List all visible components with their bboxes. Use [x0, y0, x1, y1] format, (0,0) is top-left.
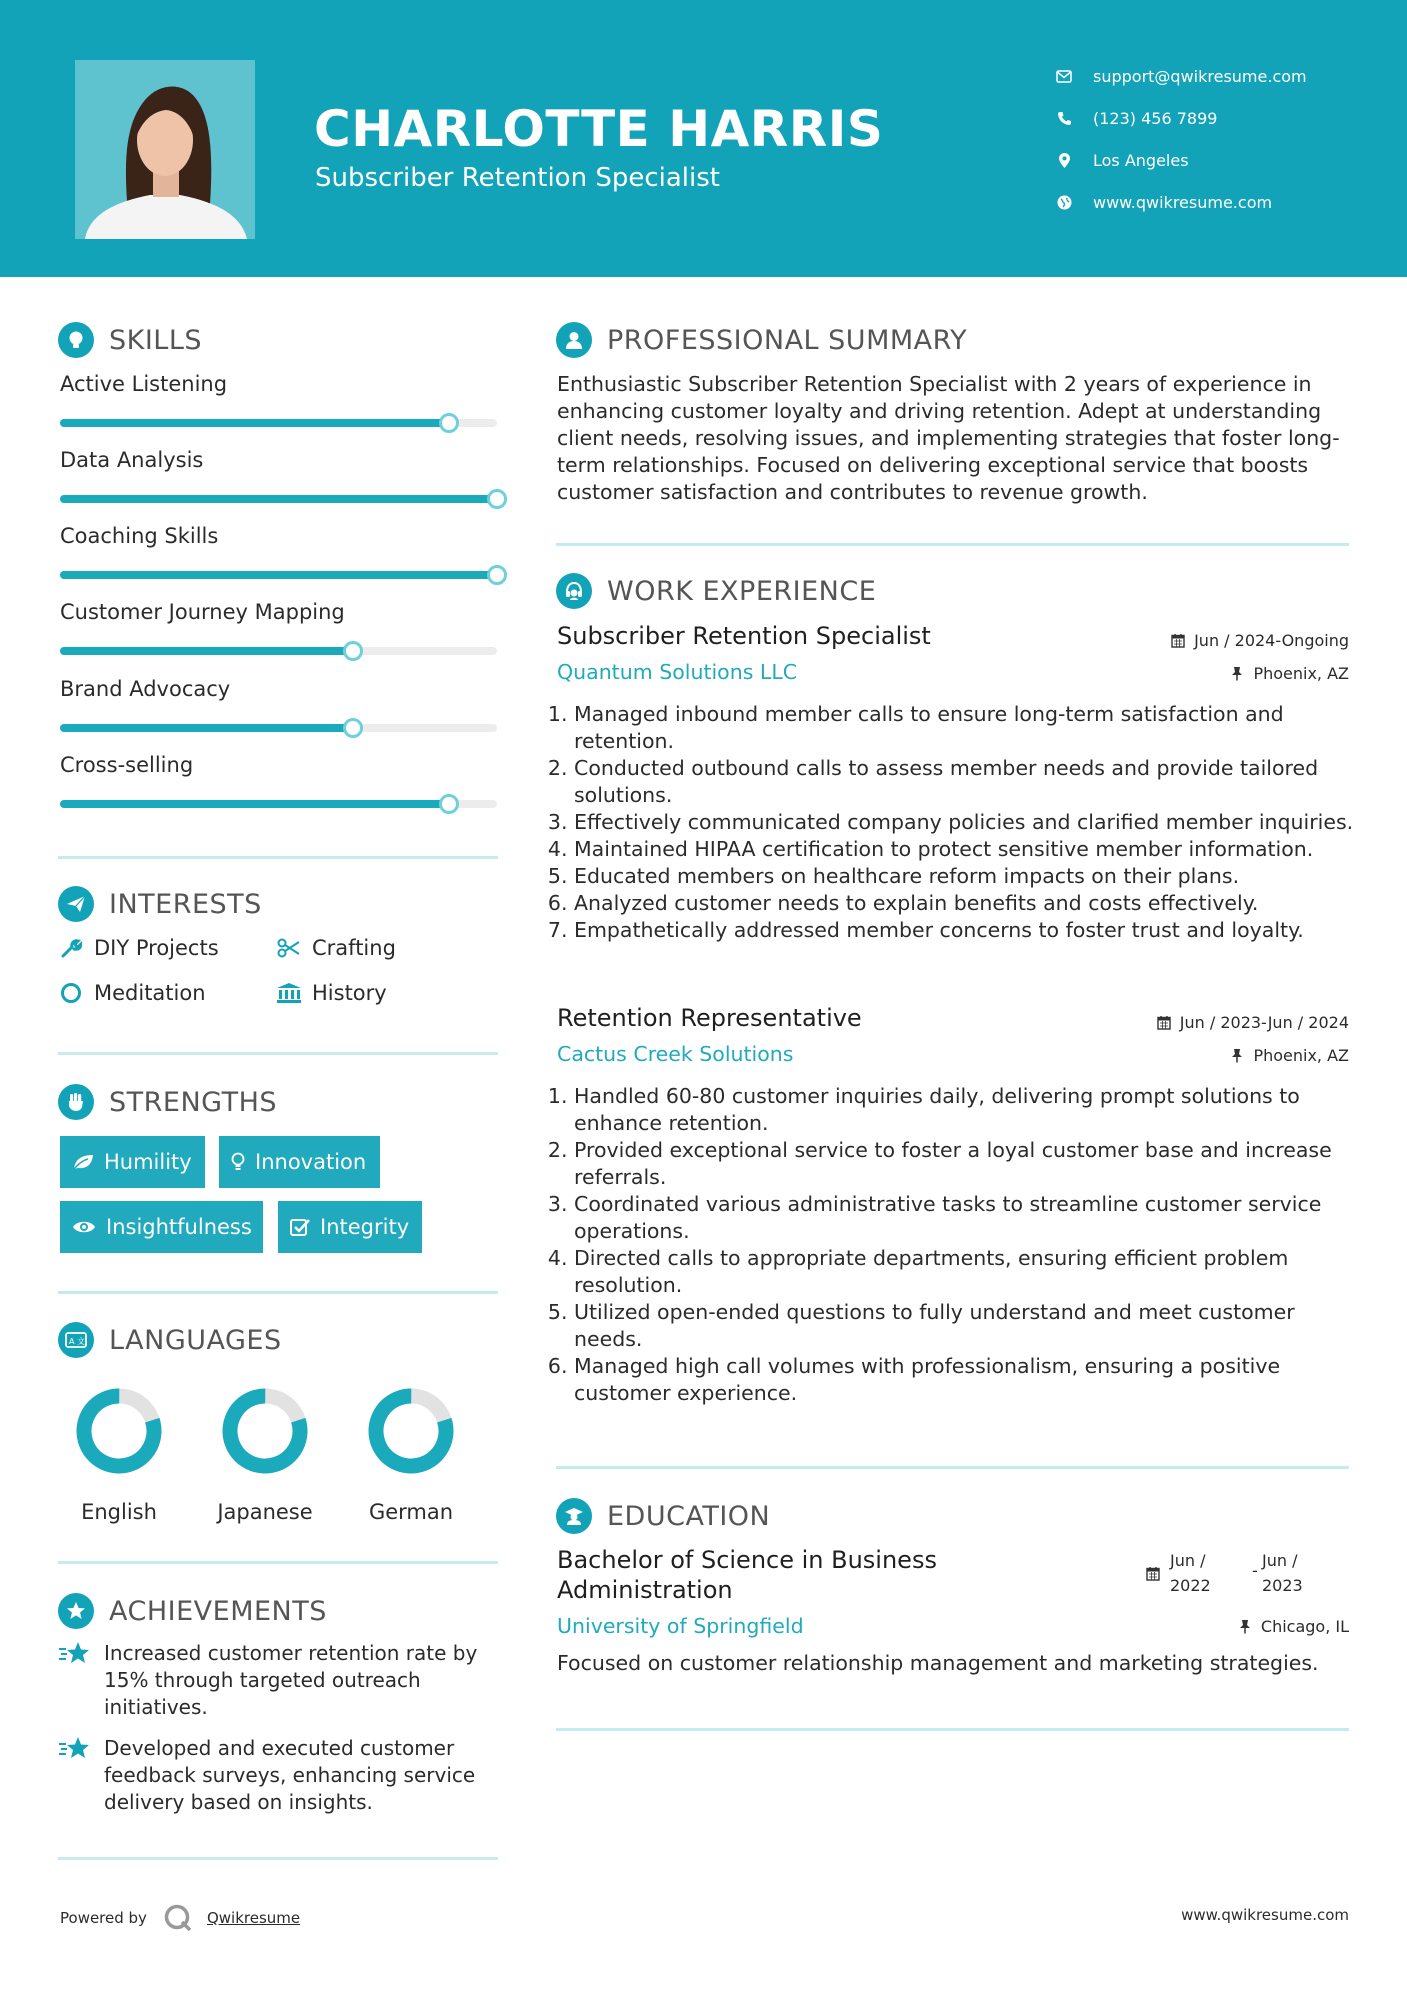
- education-start-month: Jun /: [1170, 1551, 1206, 1570]
- language-icon: [58, 1322, 94, 1358]
- education-title: EDUCATION: [607, 1500, 771, 1532]
- job-bullet: 7. Empathetically addressed member concerns to foster trust and loyalty.: [574, 917, 1356, 944]
- leaf-icon: [72, 1151, 94, 1173]
- map-marker-icon: [1055, 151, 1073, 169]
- skill-item: [60, 677, 497, 701]
- contact-phone-text: (123) 456 7899: [1093, 108, 1218, 128]
- strength-tag: [278, 1201, 422, 1253]
- job-location-text: Phoenix, AZ: [1253, 664, 1349, 683]
- job-bullet: 2. Provided exceptional service to foster a loyal customer base and increase referrals.: [574, 1137, 1356, 1191]
- strengths-heading: [58, 1084, 277, 1120]
- candidate-role: Subscriber Retention Specialist: [315, 163, 720, 193]
- strength-label: Innovation: [255, 1150, 367, 1174]
- language-ring-fill: [221, 1387, 309, 1475]
- education-heading: [556, 1498, 770, 1534]
- section-divider: [556, 1466, 1349, 1469]
- company-name: Cactus Creek Solutions: [557, 1042, 794, 1066]
- shooting-star-icon: [58, 1640, 92, 1670]
- interest-item: [58, 936, 219, 960]
- strength-label: Insightfulness: [106, 1215, 252, 1239]
- job-location: [1229, 664, 1349, 683]
- experience-title: WORK EXPERIENCE: [607, 575, 877, 607]
- language-ring: [74, 1386, 164, 1476]
- language-ring-fill: [367, 1387, 455, 1475]
- contact-location: [1055, 139, 1307, 181]
- user-icon: [556, 322, 592, 358]
- company-name: Quantum Solutions LLC: [557, 660, 798, 684]
- language-item: [59, 1386, 179, 1524]
- skill-name: Cross-selling: [60, 753, 194, 777]
- section-divider: [556, 543, 1349, 546]
- language-ring: [220, 1386, 310, 1476]
- skill-name: Data Analysis: [60, 448, 204, 472]
- skill-item: [60, 372, 497, 396]
- globe-icon: [1055, 193, 1073, 211]
- skill-fill: [60, 800, 449, 808]
- qwikresume-logo-icon: [163, 1903, 193, 1933]
- language-item: [351, 1386, 471, 1524]
- education-location-text: Chicago, IL: [1260, 1617, 1349, 1636]
- calendar-icon: [1146, 1563, 1162, 1579]
- skill-track: [60, 571, 497, 579]
- language-ring-fill: [75, 1387, 163, 1475]
- calendar-icon: [1170, 633, 1186, 649]
- skills-heading: [58, 322, 202, 358]
- job-bullet: 4. Directed calls to appropriate departments, ensuring efficient problem resolution.: [574, 1245, 1356, 1299]
- skill-fill: [60, 724, 353, 732]
- education-start: [1170, 1548, 1252, 1598]
- skills-title: SKILLS: [109, 324, 203, 356]
- skill-fill: [60, 495, 497, 503]
- strength-tag: [60, 1201, 263, 1253]
- skill-name: Coaching Skills: [60, 524, 219, 548]
- skill-item: [60, 600, 497, 624]
- section-divider: [58, 1561, 498, 1564]
- achievements-title: ACHIEVEMENTS: [109, 1595, 327, 1627]
- skill-fill: [60, 419, 449, 427]
- envelope-icon: [1055, 67, 1073, 85]
- job-dates-text: Jun / 2024-Ongoing: [1194, 631, 1349, 650]
- achievement-text: Increased customer retention rate by 15% through targeted outreach initiatives.: [104, 1641, 478, 1719]
- museum-icon: [276, 981, 302, 1005]
- achievement-text: Developed and executed customer feedback surveys, enhancing service delivery based on insights.: [104, 1736, 476, 1814]
- school-name: University of Springfield: [557, 1614, 804, 1638]
- powered-by-label: Powered by: [60, 1909, 147, 1927]
- strength-label: Integrity: [320, 1215, 410, 1239]
- education-description: Focused on customer relationship management and marketing strategies.: [557, 1651, 1319, 1675]
- job-bullet: 1. Handled 60-80 customer inquiries daily, delivering prompt solutions to enhance retention.: [574, 1083, 1356, 1137]
- footer-url[interactable]: www.qwikresume.com: [1181, 1906, 1349, 1924]
- job-bullet: 3. Effectively communicated company policies and clarified member inquiries.: [574, 809, 1356, 836]
- contact-phone[interactable]: [1055, 97, 1307, 139]
- job-bullet: 4. Maintained HIPAA certification to protect sensitive member information.: [574, 836, 1356, 863]
- job-location-text: Phoenix, AZ: [1253, 1046, 1349, 1065]
- education-dates: [1146, 1548, 1303, 1598]
- pushpin-icon: [1237, 1619, 1253, 1635]
- strength-tag: [219, 1136, 380, 1188]
- skill-knob: [343, 641, 363, 661]
- skill-track: [60, 800, 497, 808]
- skill-track: [60, 724, 497, 732]
- interests-heading: [58, 886, 262, 922]
- fist-icon: [58, 1084, 94, 1120]
- contact-email-text: support@qwikresume.com: [1093, 66, 1307, 86]
- headset-icon: [556, 573, 592, 609]
- star-badge-icon: [58, 1593, 94, 1629]
- paper-plane-icon: [58, 886, 94, 922]
- job-dates: [1156, 1013, 1349, 1032]
- job-dates-text: Jun / 2023-Jun / 2024: [1179, 1013, 1349, 1032]
- contact-list: [1055, 55, 1307, 223]
- contact-website-text: www.qwikresume.com: [1093, 192, 1273, 212]
- svg-text:文: 文: [77, 1337, 86, 1346]
- skill-knob: [487, 489, 507, 509]
- job-title: Subscriber Retention Specialist: [557, 622, 931, 650]
- languages-title: LANGUAGES: [109, 1324, 282, 1356]
- interest-label: History: [312, 981, 387, 1005]
- skill-track: [60, 419, 497, 427]
- lightbulb-icon: [58, 322, 94, 358]
- interest-label: Meditation: [94, 981, 206, 1005]
- pushpin-icon: [1229, 666, 1245, 682]
- skill-knob: [343, 718, 363, 738]
- strengths-title: STRENGTHS: [109, 1086, 278, 1118]
- summary-text: Enthusiastic Subscriber Retention Specialist with 2 years of experience in enhancing customer loyalty and driving retention. Adept at understanding client needs, resolving issues, and implementing strategies that foster long-term relationships. Focused on delivering exceptional service that boosts customer satisfaction and contributes to revenue growth.: [557, 372, 1340, 504]
- job-bullet: 5. Utilized open-ended questions to fully understand and meet customer needs.: [574, 1299, 1356, 1353]
- education-start-year: 2022: [1170, 1576, 1211, 1595]
- skill-item: [60, 524, 497, 548]
- languages-heading: [58, 1322, 282, 1358]
- summary-title: PROFESSIONAL SUMMARY: [607, 324, 968, 356]
- section-divider: [58, 1291, 498, 1294]
- language-name: German: [368, 1500, 454, 1524]
- skill-knob: [439, 413, 459, 433]
- degree-title: [557, 1545, 937, 1605]
- language-name: Japanese: [217, 1500, 313, 1524]
- education-location: [1237, 1617, 1349, 1636]
- education-end-month: Jun /: [1262, 1551, 1298, 1570]
- skill-track: [60, 495, 497, 503]
- interest-label: Crafting: [312, 936, 396, 960]
- job-title: Retention Representative: [557, 1004, 862, 1032]
- interest-item: [58, 981, 206, 1005]
- experience-heading: [556, 573, 876, 609]
- job-bullet: 3. Coordinated various administrative tasks to streamline customer service operations.: [574, 1191, 1356, 1245]
- powered-by: [60, 1903, 300, 1933]
- svg-text:A: A: [69, 1337, 75, 1346]
- skill-name: Customer Journey Mapping: [60, 600, 345, 624]
- interests-title: INTERESTS: [109, 888, 262, 920]
- check-square-icon: [290, 1216, 310, 1238]
- job-bullet: 1. Managed inbound member calls to ensure long-term satisfaction and retention.: [574, 701, 1356, 755]
- job-bullet: 6. Managed high call volumes with professionalism, ensuring a positive customer experience.: [574, 1353, 1356, 1407]
- contact-location-text: Los Angeles: [1093, 150, 1189, 170]
- graduate-icon: [556, 1498, 592, 1534]
- skill-knob: [487, 565, 507, 585]
- strength-tag: [60, 1136, 205, 1188]
- wrench-icon: [58, 936, 84, 960]
- education-date-separator: -: [1252, 1561, 1258, 1580]
- degree-line-2: Administration: [557, 1576, 733, 1604]
- skill-fill: [60, 647, 353, 655]
- eye-icon: [72, 1216, 96, 1238]
- lightbulb-icon: [231, 1151, 245, 1173]
- job-bullets: [556, 1083, 1356, 1407]
- contact-email[interactable]: [1055, 55, 1307, 97]
- circle-icon: [58, 981, 84, 1005]
- qwikresume-link[interactable]: Qwikresume: [206, 1909, 301, 1927]
- skill-name: Active Listening: [60, 372, 228, 396]
- education-end-year: 2023: [1262, 1576, 1303, 1595]
- strength-label: Humility: [104, 1150, 192, 1174]
- achievements-heading: [58, 1593, 327, 1629]
- skill-fill: [60, 571, 497, 579]
- achievement-item: [58, 1640, 503, 1721]
- degree-line-1: Bachelor of Science in Business: [557, 1546, 937, 1574]
- language-item: [205, 1386, 325, 1524]
- language-ring: [366, 1386, 456, 1476]
- job-bullet: 2. Conducted outbound calls to assess member needs and provide tailored solutions.: [574, 755, 1356, 809]
- job-bullets: [556, 701, 1356, 944]
- scissors-icon: [276, 936, 302, 960]
- calendar-icon: [1156, 1015, 1172, 1031]
- skill-name: Brand Advocacy: [60, 677, 231, 701]
- contact-website[interactable]: [1055, 181, 1307, 223]
- resume-header: [0, 0, 1407, 277]
- interest-item: [276, 936, 396, 960]
- job-bullet: 5. Educated members on healthcare reform impacts on their plans.: [574, 863, 1356, 890]
- language-name: English: [81, 1500, 157, 1524]
- education-end: [1262, 1548, 1303, 1598]
- section-divider: [58, 1052, 498, 1055]
- section-divider: [556, 1728, 1349, 1731]
- interest-item: [276, 981, 387, 1005]
- shooting-star-icon: [58, 1735, 92, 1765]
- skill-track: [60, 647, 497, 655]
- summary-heading: [556, 322, 967, 358]
- job-location: [1229, 1046, 1349, 1065]
- profile-photo: [75, 60, 255, 239]
- section-divider: [58, 1857, 498, 1860]
- skill-item: [60, 753, 497, 777]
- skill-knob: [439, 794, 459, 814]
- skill-item: [60, 448, 497, 472]
- achievement-item: [58, 1735, 503, 1816]
- interest-label: DIY Projects: [94, 936, 219, 960]
- section-divider: [58, 856, 498, 859]
- job-bullet: 6. Analyzed customer needs to explain benefits and costs effectively.: [574, 890, 1356, 917]
- phone-icon: [1055, 109, 1073, 127]
- candidate-name: CHARLOTTE HARRIS: [314, 100, 884, 158]
- job-dates: [1170, 631, 1349, 650]
- pushpin-icon: [1229, 1048, 1245, 1064]
